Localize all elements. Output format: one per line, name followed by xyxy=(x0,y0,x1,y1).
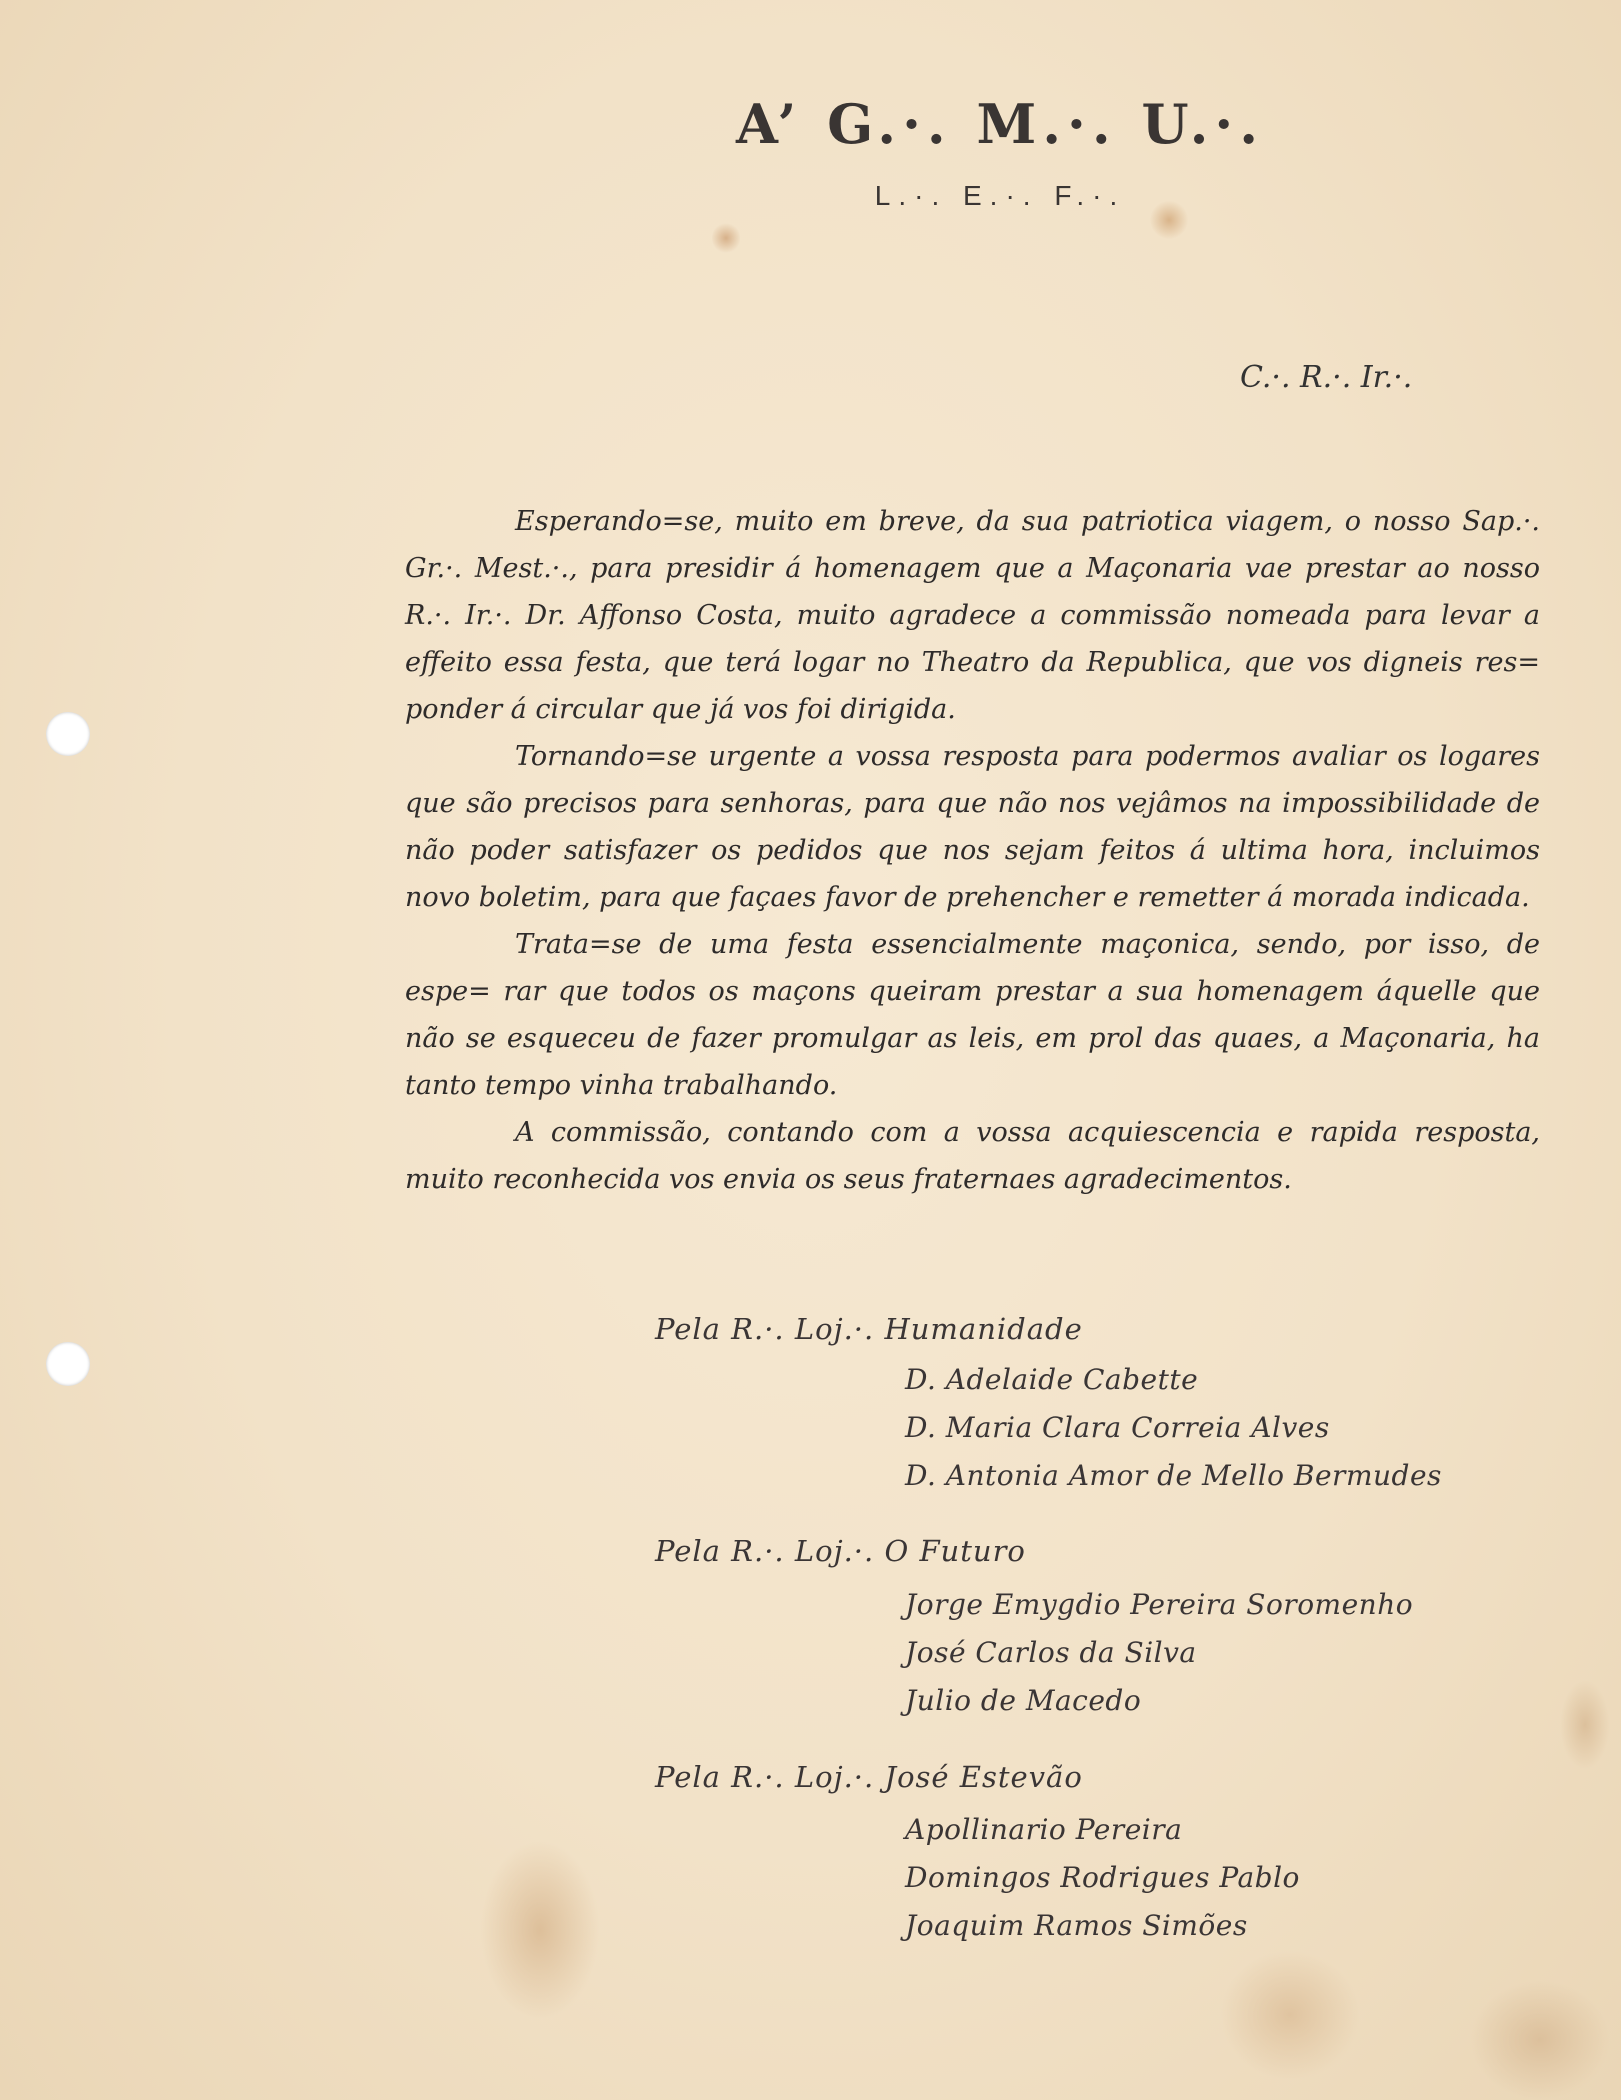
signatory-name: Domingos Rodrigues Pablo xyxy=(905,1861,1300,1894)
signatory-name: D. Antonia Amor de Mello Bermudes xyxy=(905,1459,1442,1492)
paragraph: Trata=se de uma festa essencialmente maçonica, sendo, por isso, de espe= rar que todos os maçons queiram prestar a sua homenagem áquelle que não se esqueceu de fazer promulgar as leis, em prol das quaes, a Maçonaria, ha tanto tempo vinha trabalhando. xyxy=(405,929,1540,1101)
paragraph: Tornando=se urgente a vossa resposta para podermos avaliar os logares que são precisos para senhoras, para que não nos vejâmos na impossibilidade de não poder satisfazer os pedidos que nos sejam feitos á ultima hora, incluimos novo boletim, para que façaes favor de prehencher e remetter á morada indicada. xyxy=(405,741,1540,913)
letterhead-title: A’ G.·. M.·. U.·. xyxy=(736,92,1264,156)
salutation: C.·. R.·. Ir.·. xyxy=(1240,360,1413,395)
signatory-name: Julio de Macedo xyxy=(905,1684,1142,1717)
signatory-name: Apollinario Pereira xyxy=(905,1813,1183,1846)
paragraph: Esperando=se, muito em breve, da sua patriotica viagem, o nosso Sap.·. Gr.·. Mest.·., para presidir á homenagem que a Maçonaria vae prestar ao nosso R.·. Ir.·. Dr. Affonso Costa, muito agradece a commissão nomeada para levar a effeito essa festa, que terá logar no Theatro da Republica, que vos digneis res= ponder á circular que já vos foi dirigida. xyxy=(405,506,1540,725)
signatory-name: Jorge Emygdio Pereira Soromenho xyxy=(905,1588,1414,1621)
letterhead-subtitle: L.·. E.·. F.·. xyxy=(874,180,1126,211)
signatory-name: José Carlos da Silva xyxy=(905,1636,1197,1669)
paragraph: A commissão, contando com a vossa acquiescencia e rapida resposta, muito reconhecida vos envia os seus fraternaes agradecimentos. xyxy=(405,1117,1540,1195)
signatory-name: D. Adelaide Cabette xyxy=(905,1363,1199,1396)
lodge-name: Pela R.·. Loj.·. Humanidade xyxy=(655,1312,1083,1346)
signatory-name: Joaquim Ramos Simões xyxy=(905,1909,1248,1942)
signatory-name: D. Maria Clara Correia Alves xyxy=(905,1411,1330,1444)
lodge-name: Pela R.·. Loj.·. O Futuro xyxy=(655,1534,1026,1568)
lodge-name: Pela R.·. Loj.·. José Estevão xyxy=(655,1760,1083,1794)
